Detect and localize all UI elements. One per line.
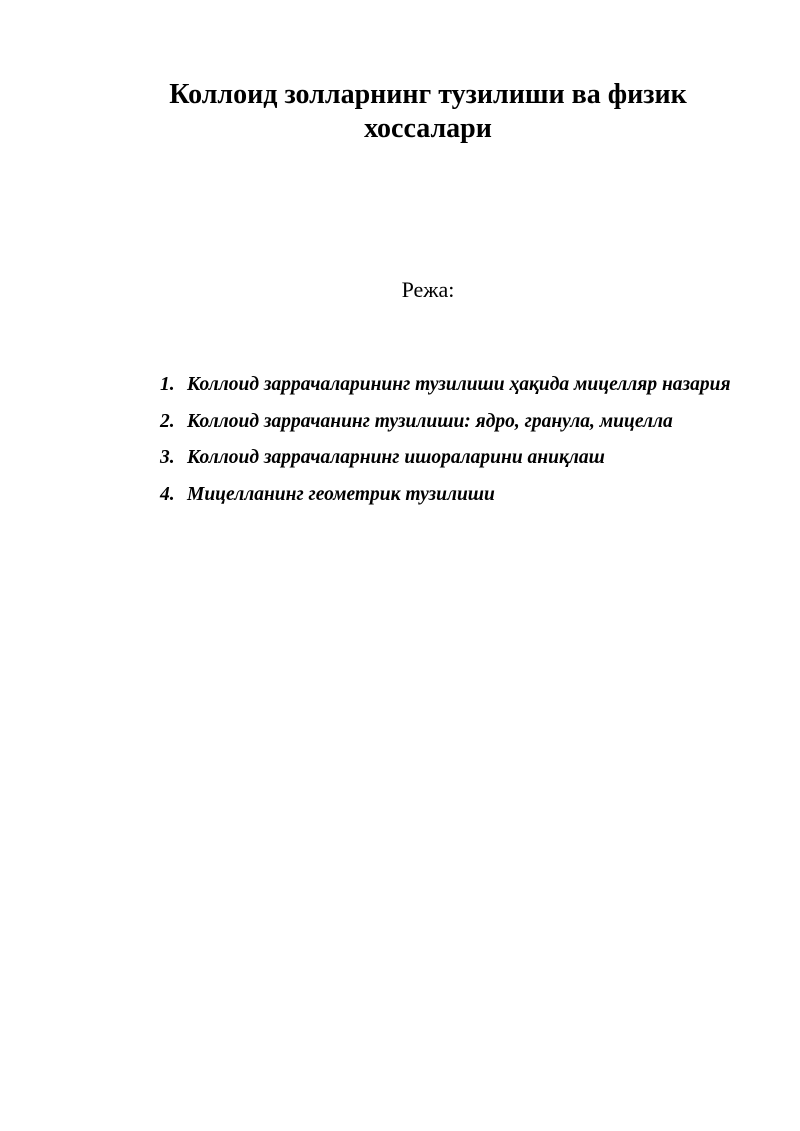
plan-item-number: 2. [160, 410, 175, 432]
plan-item-text: Коллоид заррачаларнинг ишораларини аниқлаш [187, 447, 605, 468]
plan-list [160, 367, 760, 513]
plan-item-number: 1. [160, 374, 175, 395]
plan-item-2 [160, 404, 760, 441]
plan-item-1 [160, 367, 760, 404]
plan-item-number: 3. [160, 447, 175, 468]
plan-heading: Режа: [401, 277, 455, 302]
plan-item-4 [160, 477, 760, 514]
plan-item-3 [160, 440, 760, 477]
plan-item-number: 4. [160, 483, 175, 505]
plan-item-text: Коллоид заррачанинг тузилиши: ядро, гранула, мицелла [187, 410, 673, 432]
document-title: Коллоид золларнинг тузилиши ва физик хоссалари [169, 79, 687, 144]
plan-item-text: Коллоид заррачаларининг тузилиши ҳақида мицелляр назария [187, 374, 731, 395]
plan-item-text: Мицелланинг геометрик тузилиши [187, 483, 495, 505]
